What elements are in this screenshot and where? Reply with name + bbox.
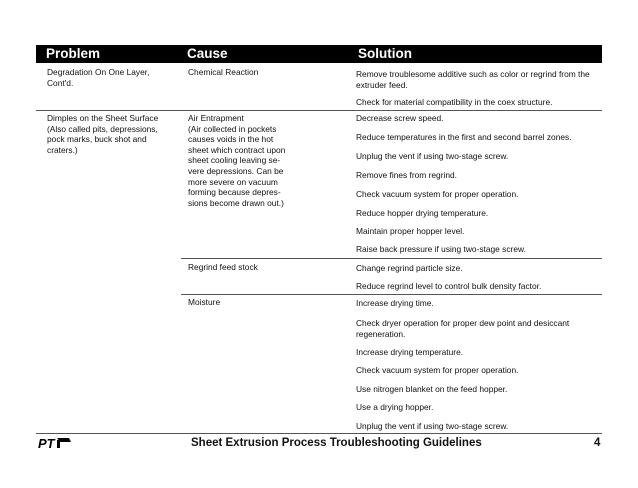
- column-header-solution: Solution: [358, 46, 412, 61]
- solution-item: Increase drying temperature.: [356, 347, 464, 357]
- solution-item: Use nitrogen blanket on the feed hopper.: [356, 384, 508, 394]
- column-header-problem: Problem: [46, 46, 101, 61]
- solution-item: Unplug the vent if using two-stage screw.: [356, 151, 509, 161]
- cause-divider: [181, 258, 602, 259]
- solution-item: Remove fines from regrind.: [356, 170, 458, 180]
- solution-item: Unplug the vent if using two-stage screw.: [356, 421, 509, 431]
- table-header: [36, 45, 602, 63]
- column-header-cause: Cause: [187, 46, 228, 61]
- solution-item: Remove troublesome additive such as color or regrind from the extruder feed.: [356, 69, 590, 90]
- solution-item: Increase drying time.: [356, 298, 434, 308]
- problem-cell: Degradation On One Layer, Cont'd.: [47, 67, 150, 88]
- svg-text:PT: PT: [38, 436, 55, 450]
- table-bottom-rule: [36, 433, 602, 434]
- solution-item: Reduce hopper drying temperature.: [356, 208, 489, 218]
- row-divider: [36, 110, 602, 111]
- solution-item: Reduce temperatures in the first and second barrel zones.: [356, 132, 572, 142]
- solution-item: Maintain proper hopper level.: [356, 226, 465, 236]
- solution-item: Raise back pressure if using two-stage screw.: [356, 244, 526, 254]
- problem-cell: Dimples on the Sheet Surface (Also called pits, depressions, pock marks, buck shot and craters.): [47, 113, 159, 155]
- solution-item: Check vacuum system for proper operation.: [356, 365, 519, 375]
- cause-cell: Chemical Reaction: [188, 67, 259, 77]
- solution-item: Decrease screw speed.: [356, 113, 444, 123]
- solution-item: Change regrind particle size.: [356, 263, 463, 273]
- solution-item: Check dryer operation for proper dew point and desiccant regeneration.: [356, 318, 570, 339]
- cause-divider: [181, 294, 602, 295]
- page-number: 4: [594, 437, 601, 449]
- solution-item: Use a drying hopper.: [356, 402, 434, 412]
- solution-item: Check for material compatibility in the coex structure.: [356, 97, 553, 107]
- cause-cell: Moisture: [188, 297, 221, 307]
- footer-title: Sheet Extrusion Process Troubleshooting Guidelines: [191, 437, 482, 449]
- cause-cell: Air Entrapment (Air collected in pockets causes voids in the hot sheet which contract upon sheet cooling leaving se- vere depressions. Can be more severe on vacuum forming because depres- sions become drawn out.): [188, 113, 286, 208]
- solution-item: Reduce regrind level to control bulk density factor.: [356, 281, 542, 291]
- solution-item: Check vacuum system for proper operation.: [356, 189, 519, 199]
- cause-cell: Regrind feed stock: [188, 262, 258, 272]
- pti-logo: [38, 436, 72, 455]
